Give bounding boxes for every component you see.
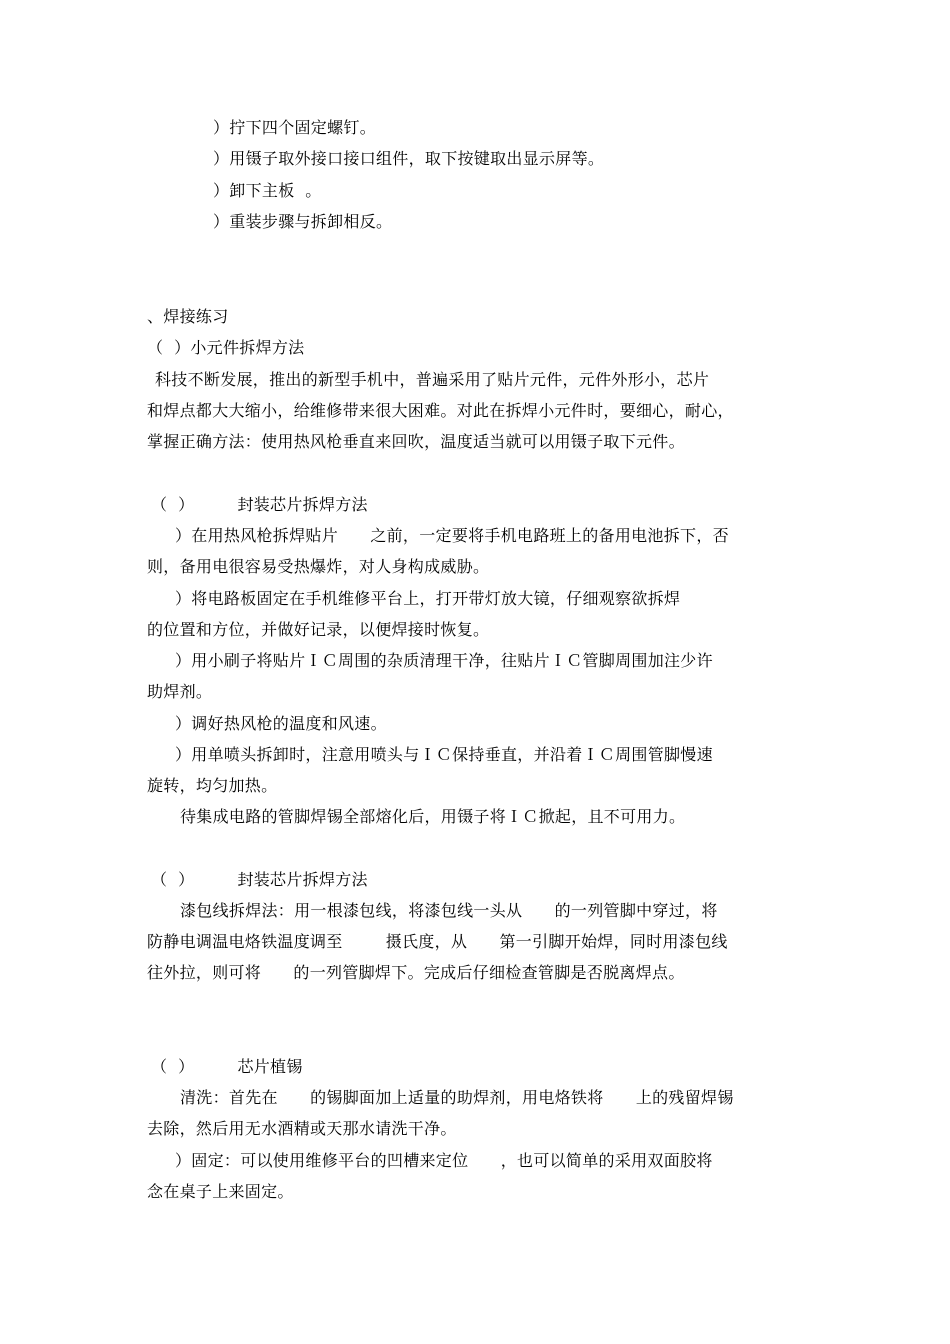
s2-line: ）在用热风枪拆焊贴片 之前，一定要将手机电路班上的备用电池拆下，否: [175, 526, 729, 545]
step-3: ）卸下主板 。: [213, 181, 322, 200]
s2-line: ）用单喷头拆卸时，注意用喷头与ＩＣ保持垂直，并沿着ＩＣ周围管脚慢速: [175, 745, 713, 764]
s2-line: 待集成电路的管脚焊锡全部熔化后，用镊子将ＩＣ掀起，且不可用力。: [180, 807, 686, 826]
step-1: ）拧下四个固定螺钉。: [213, 118, 377, 137]
s2-line: 则，备用电很容易受热爆炸，对人身构成威胁。: [147, 557, 490, 576]
s2-line: ）用小刷子将贴片ＩＣ周围的杂质清理干净，往贴片ＩＣ管脚周围加注少许: [175, 651, 713, 670]
s1-para-line: 科技不断发展，推出的新型手机中，普遍采用了贴片元件，元件外形小，芯片: [155, 370, 710, 389]
s3-line: 漆包线拆焊法：用一根漆包线，将漆包线一头从 的一列管脚中穿过，将: [180, 901, 718, 920]
s3-line: 防静电调温电烙铁温度调至 摄氏度，从 第一引脚开始焊，同时用漆包线: [147, 932, 728, 951]
step-2: ）用镊子取外接口接口组件，取下按键取出显示屏等。: [213, 149, 605, 168]
s1-para-line: 掌握正确方法：使用热风枪垂直来回吹，温度适当就可以用镊子取下元件。: [147, 432, 685, 451]
s2-heading: （ ） 封装芯片拆焊方法: [151, 495, 368, 514]
s4-heading: （ ） 芯片植锡: [151, 1057, 303, 1076]
s3-line: 往外拉，则可将 的一列管脚焊下。完成后仔细检查管脚是否脱离焊点。: [147, 963, 685, 982]
s2-line: 助焊剂。: [147, 682, 213, 701]
s4-line: ）固定：可以使用维修平台的凹槽来定位 ，也可以简单的采用双面胶将: [175, 1151, 713, 1170]
section-title: 、焊接练习: [147, 307, 229, 326]
s2-line: 的位置和方位，并做好记录，以便焊接时恢复。: [147, 620, 490, 639]
s1-para-line: 和焊点都大大缩小，给维修带来很大困难。对此在拆焊小元件时，要细心，耐心，: [147, 401, 734, 420]
s4-line: 念在桌子上来固定。: [147, 1182, 294, 1201]
s2-line: 旋转，均匀加热。: [147, 776, 278, 795]
s3-heading: （ ） 封装芯片拆焊方法: [151, 870, 368, 889]
s4-line: 清洗：首先在 的锡脚面加上适量的助焊剂，用电烙铁将 上的残留焊锡: [180, 1088, 734, 1107]
s1-heading: （ ）小元件拆焊方法: [147, 338, 305, 357]
step-4: ）重装步骤与拆卸相反。: [213, 212, 393, 231]
s4-line: 去除，然后用无水酒精或天那水请洗干净。: [147, 1119, 457, 1138]
s2-line: ）调好热风枪的温度和风速。: [175, 714, 387, 733]
s2-line: ）将电路板固定在手机维修平台上，打开带灯放大镜，仔细观察欲拆焊: [175, 589, 681, 608]
